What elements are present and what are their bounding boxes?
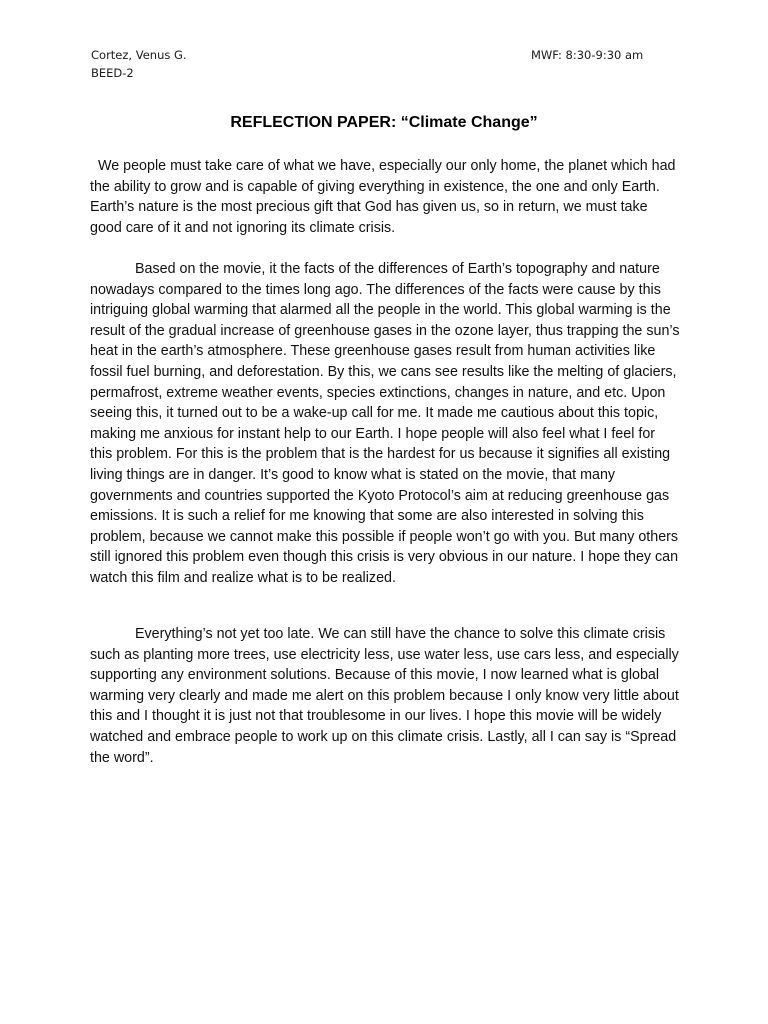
paragraph-conclusion: Everything’s not yet too late. We can still have the chance to solve this climate crisis such as planting more trees, use electricity less, use water less, use cars less, and especially supporting any environment solutions. Because of this movie, I now learned what is global warming very clearly and made me alert on this problem because I only know very little about this and I thought it is just not that troublesome in our lives. I hope this movie will be widely watched and embrace people to work up on this climate crisis. Lastly, all I can say is “Spread the word”. xyxy=(90,626,679,766)
student-name: Cortez, Venus G. xyxy=(91,48,187,62)
title-topic: “Climate Change” xyxy=(400,114,538,131)
student-course: BEED-2 xyxy=(91,66,134,80)
student-info xyxy=(91,46,187,82)
paragraph-intro: We people must take care of what we have, especially our only home, the planet which had the ability to grow and is capable of giving everything in existence, the one and only Earth. Earth’s nature is the most precious gift that God has given us, so in return, we must take good care of it and not ignoring its climate crisis. xyxy=(90,158,676,236)
class-schedule: MWF: 8:30-9:30 am xyxy=(531,48,644,62)
paper-title xyxy=(0,114,768,132)
paragraph-movie-reflection: Based on the movie, it the facts of the differences of Earth’s topography and nature nowadays compared to the times long ago. The differences of the facts were cause by this intriguing global warming that alarmed all the people in the world. This global warming is the result of the gradual increase of greenhouse gases in the ozone layer, thus trapping the sun’s heat in the earth’s atmosphere. These greenhouse gases result from human activities like fossil fuel burning, and deforestation. By this, we cans see results like the melting of glaciers, permafrost, extreme weather events, species extinctions, changes in nature, and etc. Upon seeing this, it turned out to be a wake-up call for me. It made me cautious about this topic, making me anxious for instant help to our Earth. I hope people will also feel what I feel for this problem. For this is the problem that is the hardest for us because it signifies all existing living things are in danger. It’s good to know what is stated on the movie, that many governments and countries supported the Kyoto Protocol’s aim at reducing greenhouse gas emissions. It is such a relief for me knowing that some are also interested in solving this problem, because we cannot make this possible if people won’t go with you. But many others still ignored this problem even though this crisis is very obvious in our nature. I hope they can watch this film and realize what is to be realized. xyxy=(90,261,680,586)
title-label: REFLECTION PAPER: xyxy=(230,114,397,131)
